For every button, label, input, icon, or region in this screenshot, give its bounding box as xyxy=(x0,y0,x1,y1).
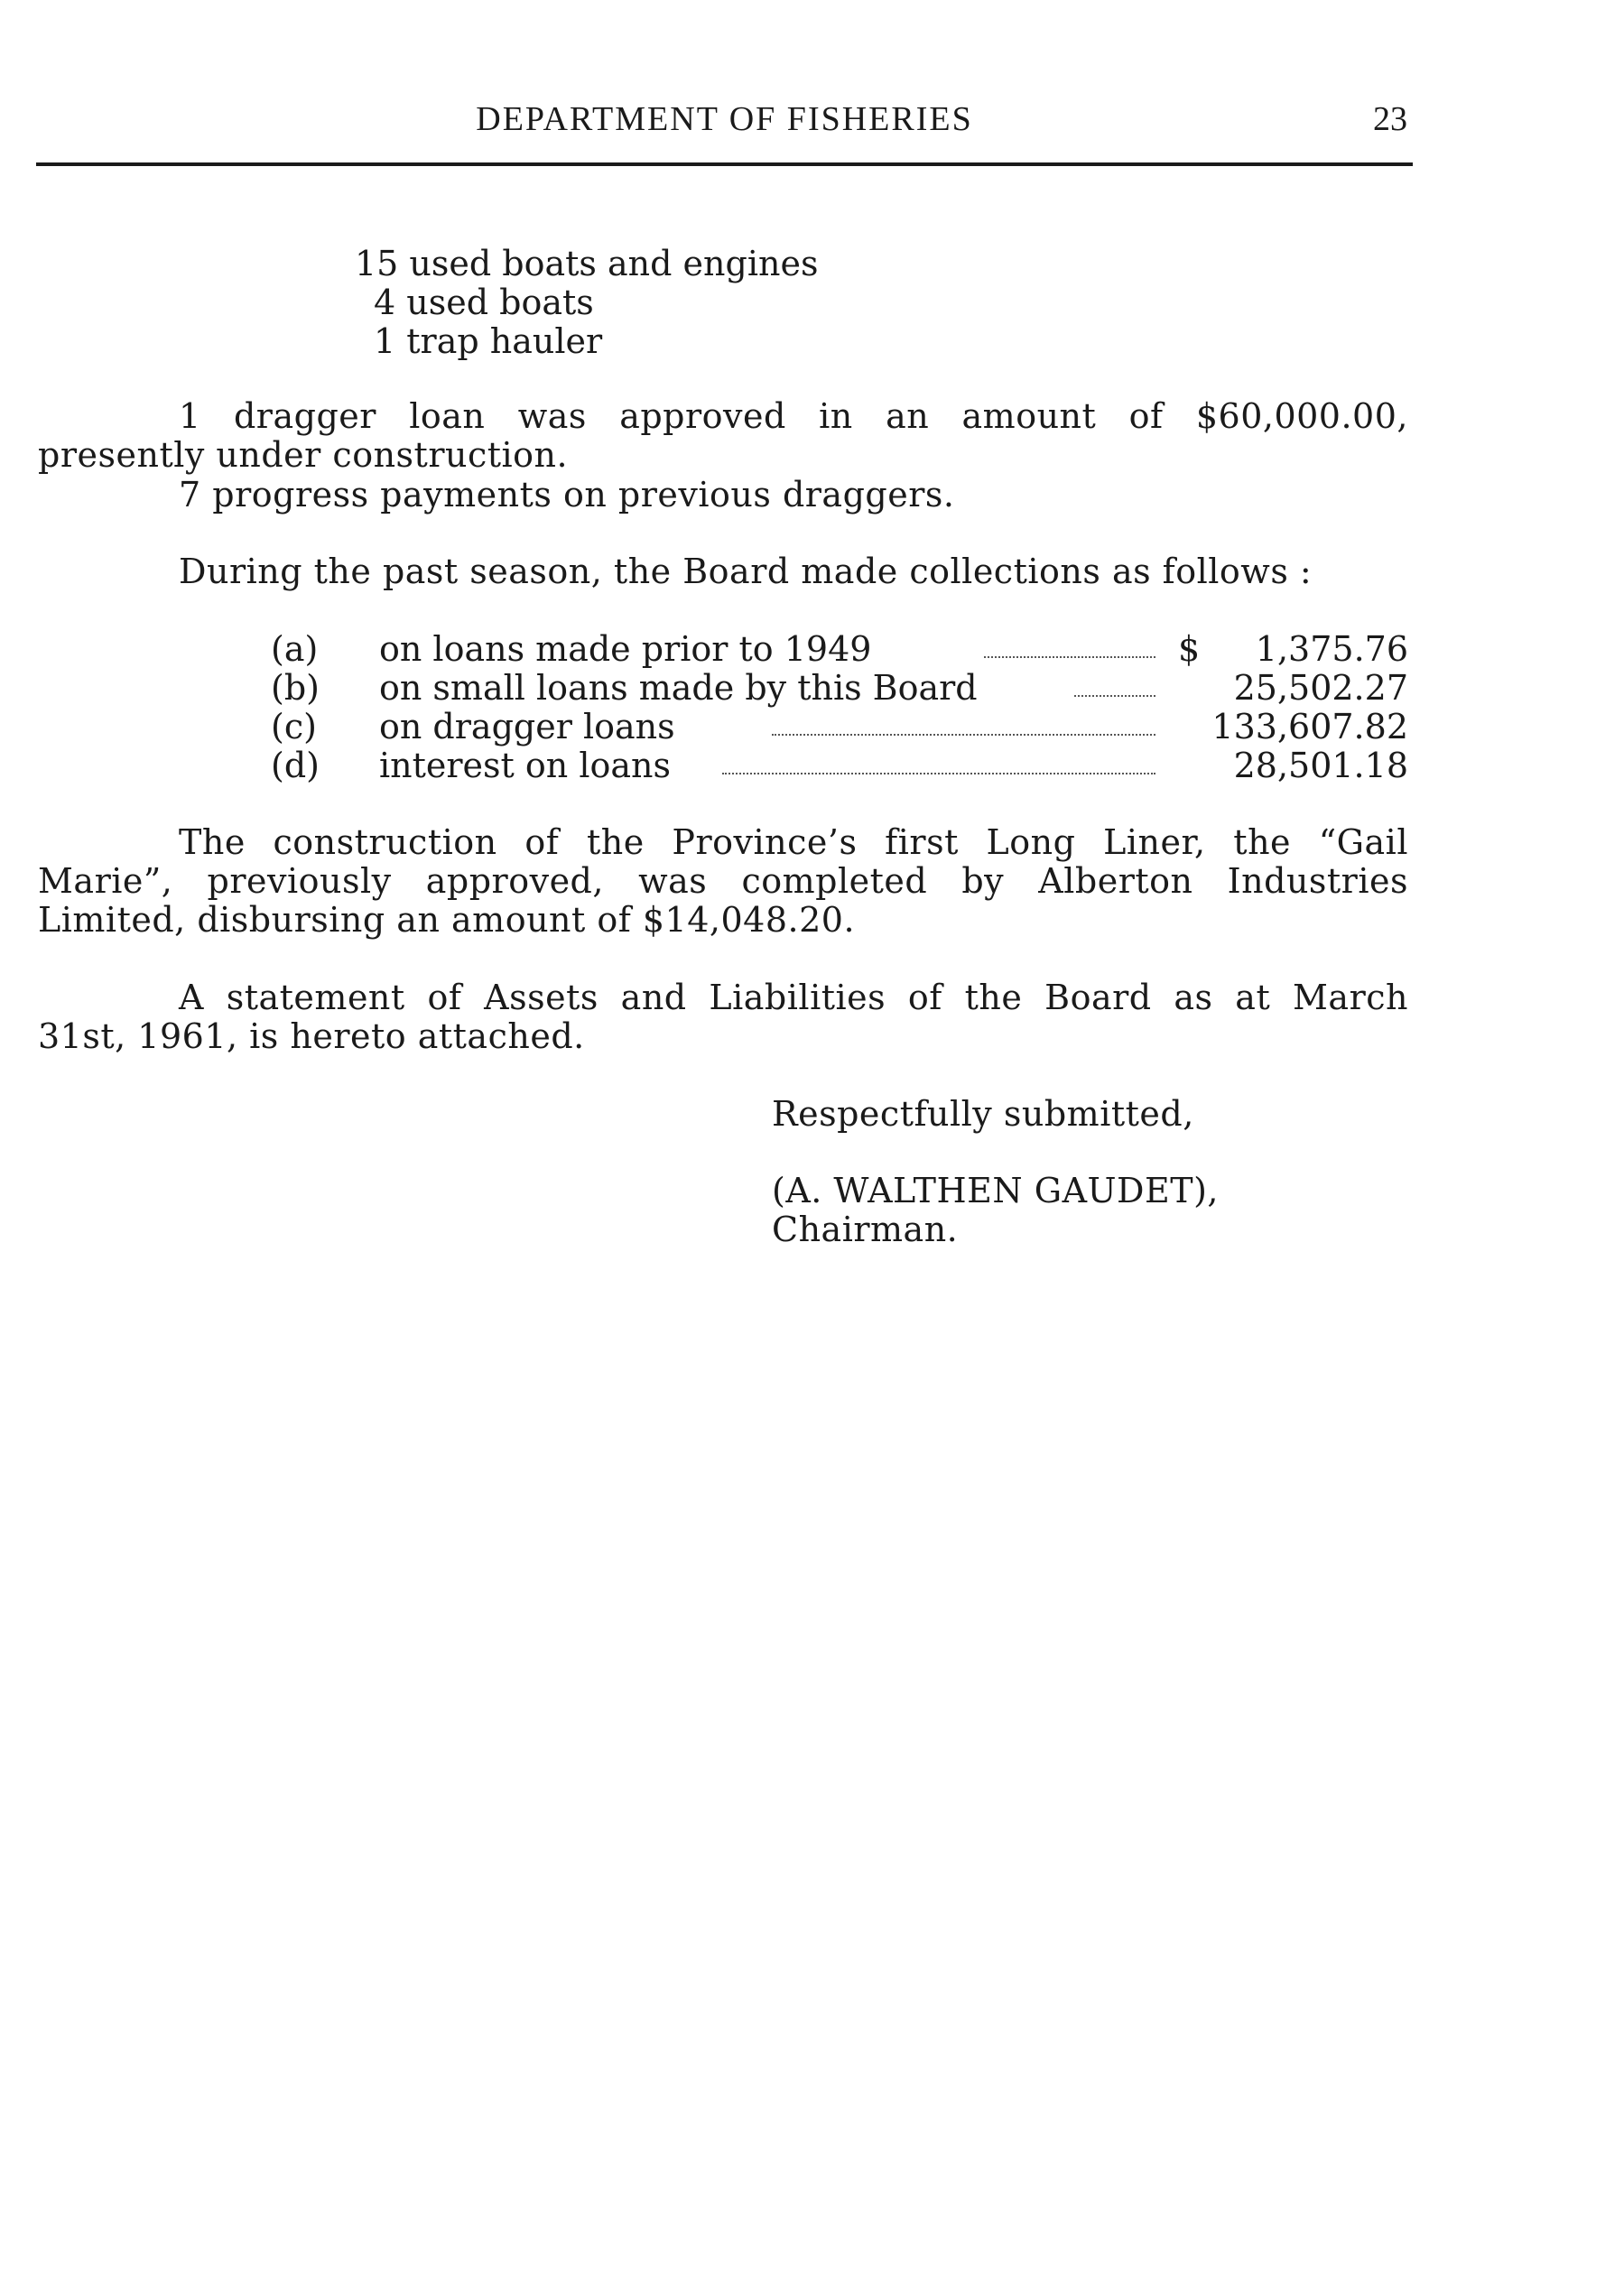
header-rule xyxy=(36,162,1413,166)
leader-dots xyxy=(772,734,1155,736)
paragraph-line: Marie”, previously approved, was completed by Alberton Industries xyxy=(38,861,1408,901)
paragraph-line: The construction of the Province’s first Long Liner, the “Gail xyxy=(179,822,1408,862)
page-number: 23 xyxy=(1373,100,1407,138)
paragraph-line: presently under construction. xyxy=(38,435,569,475)
list-item: 15 used boats and engines xyxy=(355,244,819,283)
paragraph-line: 1 dragger loan was approved in an amount of $60,000.00, xyxy=(179,396,1408,436)
list-item: 4 used boats xyxy=(374,283,594,322)
item-amount: 133,607.82 xyxy=(1211,707,1408,746)
closing-line: Respectfully submitted, xyxy=(772,1094,1194,1134)
signatory-title: Chairman. xyxy=(772,1210,959,1249)
collection-row xyxy=(271,707,1408,746)
item-letter: (b) xyxy=(271,668,320,708)
item-description: on small loans made by this Board xyxy=(379,668,978,708)
item-description: interest on loans xyxy=(379,746,671,785)
leader-dots xyxy=(722,773,1155,774)
paragraph-line: 31st, 1961, is hereto attached. xyxy=(38,1016,585,1056)
running-head: DEPARTMENT OF FISHERIES xyxy=(476,100,973,138)
item-amount: 25,502.27 xyxy=(1233,668,1408,708)
item-letter: (d) xyxy=(271,746,320,785)
collection-row xyxy=(271,746,1408,784)
signatory-name: (A. WALTHEN GAUDET), xyxy=(772,1171,1220,1210)
item-letter: (c) xyxy=(271,707,317,746)
collection-row xyxy=(271,668,1408,707)
paragraph-line: 7 progress payments on previous draggers. xyxy=(179,475,955,515)
leader-dots xyxy=(1074,695,1155,697)
paragraph-line: Limited, disbursing an amount of $14,048.20. xyxy=(38,900,856,940)
list-item: 1 trap hauler xyxy=(374,321,603,361)
leader-dots xyxy=(984,656,1155,658)
item-letter: (a) xyxy=(271,629,319,669)
item-amount: 28,501.18 xyxy=(1233,746,1408,785)
item-amount: 1,375.76 xyxy=(1255,629,1408,669)
page-header xyxy=(36,99,1413,153)
item-description: on dragger loans xyxy=(379,707,675,746)
currency-symbol: $ xyxy=(1178,629,1201,669)
paragraph-line: A statement of Assets and Liabilities of the Board as at March xyxy=(179,978,1408,1017)
collections-intro: During the past season, the Board made collections as follows : xyxy=(179,552,1313,591)
item-description: on loans made prior to 1949 xyxy=(379,629,872,669)
collection-row xyxy=(271,629,1408,668)
